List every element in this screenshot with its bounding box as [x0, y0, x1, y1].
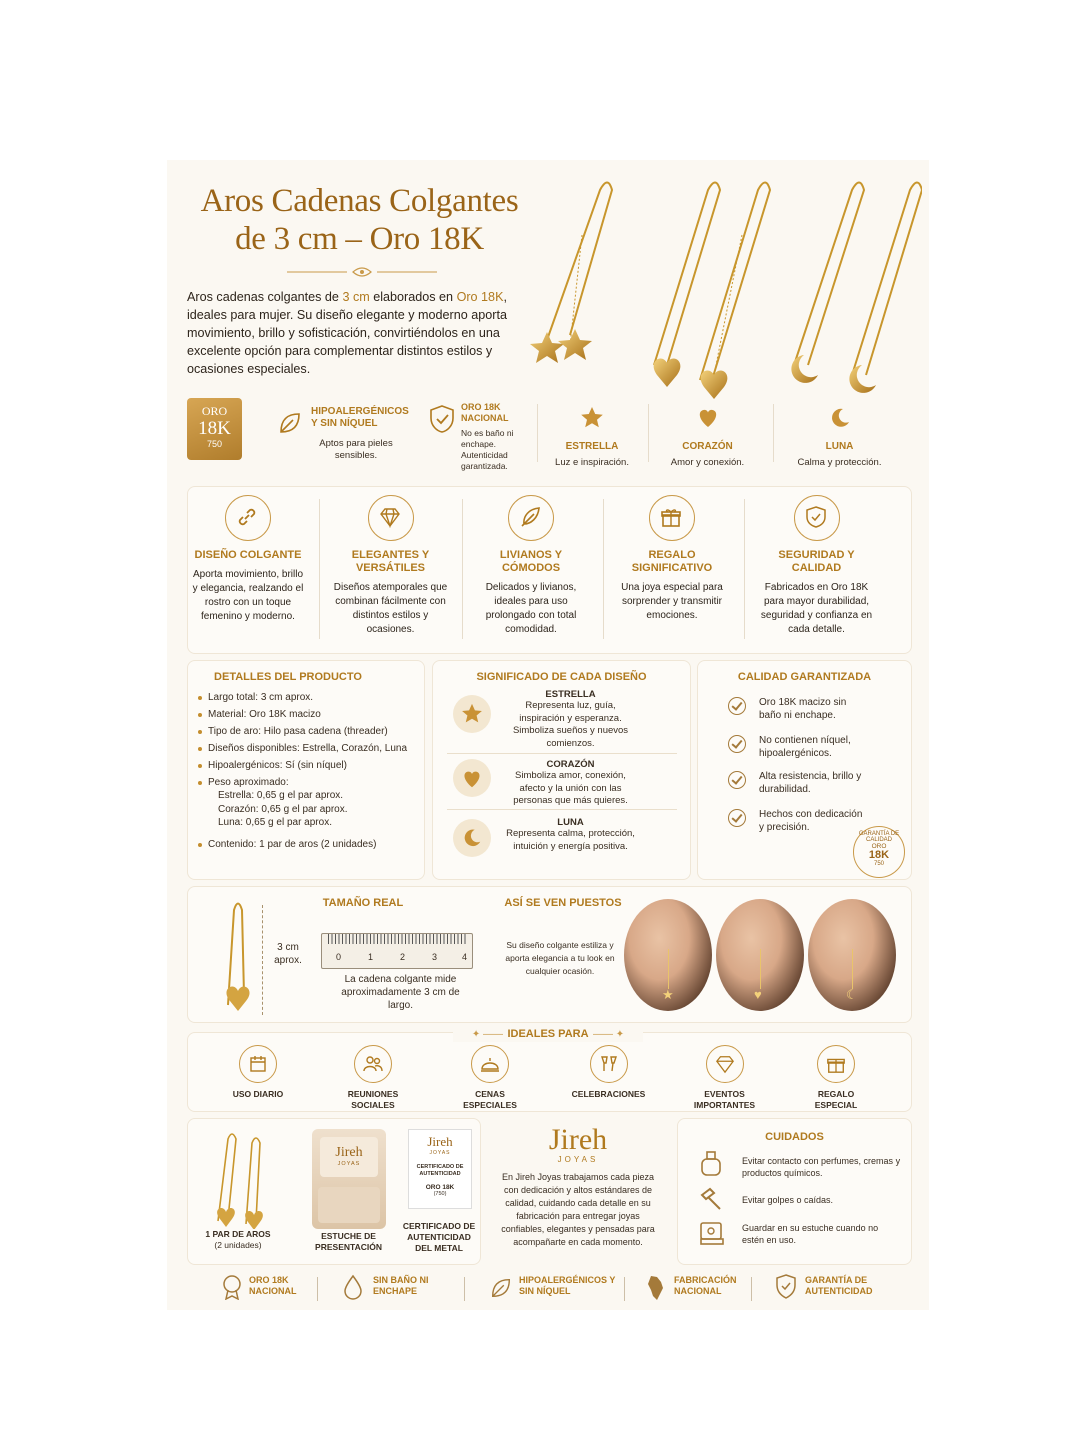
product-details-card — [187, 660, 425, 880]
pair-label: 1 PAR DE AROS (2 unidades) — [205, 1229, 271, 1250]
ideal-cenas: CENAS ESPECIALES — [450, 1045, 530, 1111]
ideal-for-card — [187, 1028, 912, 1112]
quality-heading: CALIDAD GARANTIZADA — [737, 671, 872, 683]
quality-seal: GARANTÍA DE CALIDAD ORO 18K 750 — [853, 826, 905, 878]
brand-logo: Jireh — [548, 1123, 608, 1156]
divider — [464, 1277, 465, 1301]
divider — [751, 1277, 752, 1301]
shield-check-icon — [429, 404, 455, 434]
list-item: Tipo de aro: Hilo pasa cadena (threader) — [196, 723, 421, 740]
benefit-elegantes: ELEGANTES Y VERSÁTILES Diseños atemporales que combinan fácilmente con distintos estilos y ocasiones. — [328, 495, 453, 637]
ideal-celebraciones: CELEBRACIONES — [566, 1045, 651, 1100]
shield-check-icon — [775, 1274, 797, 1300]
meaning-heading: SIGNIFICADO DE CADA DISEÑO — [476, 671, 647, 683]
care-heading: CUIDADOS — [765, 1131, 824, 1143]
footer-oro-18k: ORO 18K NACIONAL — [249, 1275, 297, 1296]
divider — [624, 1277, 625, 1301]
weights-list: Estrella: 0,65 g el par aprox. Corazón: 0,65 g el par aprox. Luna: 0,65 g el par aprox. — [218, 790, 348, 828]
divider — [603, 499, 604, 639]
quality-card: CALIDAD GARANTIZADA Oro 18K macizo sin baño ni enchape. No contienen níquel, hipoalergénicos. Alta resistencia, brillo y durabilidad. Hechos con dedicación y precisión. GARANTÍA DE CALIDAD ORO 18K 750 — [697, 660, 912, 880]
brand-text: En Jireh Joyas trabajamos cada pieza con dedicación y altos estándares de calidad, cuidando cada detalle en su fabricación para entregar joyas confiables, elegantes y pensadas para acompañarte en cada momento. — [501, 1172, 655, 1247]
details-list — [196, 689, 421, 791]
moon-icon — [828, 406, 852, 430]
divider — [447, 753, 677, 754]
single-earring-image — [216, 895, 256, 1020]
ornament-divider — [287, 264, 437, 280]
benefit-seguridad: SEGURIDAD Y CALIDAD Fabricados en Oro 18K para mayor durabilidad, seguridad y confianza en cada detalle. — [754, 495, 879, 637]
size-caption: La cadena colgante mide aproximadamente 3 cm de largo. — [341, 974, 460, 1011]
hero-earrings-image — [512, 175, 922, 400]
size-label: 3 cm aprox. — [274, 942, 302, 966]
hammer-icon — [698, 1187, 724, 1213]
footer-sin-bano: SIN BAÑO NI ENCHAPE — [373, 1275, 429, 1296]
benefit-regalo: REGALO SIGNIFICATIVO Una joya especial para sorprender y transmitir emociones. — [613, 495, 731, 623]
leaf-icon — [277, 410, 303, 436]
ideal-reuniones: REUNIONES SOCIALES — [333, 1045, 413, 1111]
ear-photo-star: ★ — [624, 899, 712, 1011]
divider — [648, 404, 649, 462]
brand-block: Jireh JOYAS En Jireh Joyas trabajamos cada pieza con dedicación y altos estándares de calidad, cuidando cada detalle en su fabricación para entregar joyas confiables, elegantes y pensadas para acompañarte en cada momento. — [487, 1118, 669, 1265]
list-item: Material: Oro 18K macizo — [196, 706, 421, 723]
divider — [773, 404, 774, 462]
gift-icon — [649, 495, 695, 541]
people-icon — [354, 1045, 392, 1083]
star-icon — [453, 695, 491, 733]
check-icon — [728, 771, 746, 789]
divider — [537, 404, 538, 462]
heart-icon — [696, 406, 720, 430]
ideal-heading: ✦ —— IDEALES PARA —— ✦ — [453, 1024, 643, 1042]
list-item: Contenido: 1 par de aros (2 unidades) — [196, 836, 421, 853]
size-heading: TAMAÑO REAL — [322, 897, 404, 909]
ideal-eventos: EVENTOS IMPORTANTES — [682, 1045, 767, 1111]
product-poster: Aros Cadenas Colgantes de 3 cm – Oro 18K Aros cadenas colgantes de 3 cm elaborados en Oro 18K, ideales para mujer. Su diseño elegante y moderno aporta movimiento, brillo y sofisticación, convirtiéndolos en una excelente opción para complementar distintos estilos y ocasiones especiales. ORO 18K 750 HIPOALERGÉNICOS Y SIN NÍQUEL Aptos para pieles sensibles. ORO 18K NACIONAL No es baño ni enchape. Autenticidad garantizada. ESTRELLA Luz e inspiración. CORAZÓN Amor y conexión. LUNA Calma y protección. DISEÑO COLGANTE Aporta movimiento, brillo y elegancia, realzando el rostro con un toque femenino y moderno. ELEGANTES Y VERSÁTILES Diseños atemporales que combinan fácilmente con distintos estilos y ocasiones. LIVIANOS Y CÓMODOS Delicados y livianos, ideales para uso prolongado con total comodidad. REGALO SIGNIFICATIVO Una joya especial para sorprender y transmitir emociones. SEGURIDAD Y CALIDAD Fabricados en Oro 18K para mayor durabilidad, seguridad y confianza en cada detalle. DETALLES DEL PRODUCTO Largo total: 3 cm aprox. Material: Oro 18K macizo Tipo de aro: Hilo pasa cadena (threader) Diseños disponibles: Estrella, Corazón, Luna Hipoalergénicos: Sí (sin níquel) Peso aproximado: Estrella: 0,65 g el par aprox. Corazón: 0,65 g el par aprox. Luna: 0,65 g el par aprox. Contenido: 1 par de aros (2 unidades) SIGNIFICADO DE CADA DISEÑO ESTRELLA Representa luz, guía, inspiración y esperanza. Simboliza sueños y nuevos comienzos. CORAZÓN Simboliza amor, conexión, afecto y la unión con las personas que más quieres. LUNA Representa calma, protección, intuición y energía positiva. CALIDAD GARANTIZADA Oro 18K macizo sin baño ni enchape. No contienen níquel, hipoalergénicos. Alta resistencia, brillo y durabilidad. Hechos con dedicación y precisión. GARANTÍA DE CALIDAD ORO 18K 750 3 cm aprox. TAMAÑO REAL 0 1 2 3 4 La cadena colgante mide aproximadamente 3 cm de largo. ASÍ SE VEN PUESTOS Su diseño colgante estiliza y aporta elegancia a tu look en cualquier ocasión. ★ ♥ ☾ ✦ —— IDEALES PARA —— ✦ USO DIARIO REUNIONES SOCIALES CENAS ESPECIALES CELEBRACIONES EVENTOS IMPORTANTES REGALO ESPECIAL 1 PAR DE AROS (2 unidades) Jireh JOYAS ESTUCHE DE PRESENTACIÓN Jireh JOYAS CERTIFICADO DE AUTENTICIDAD ORO 18K (750) CERTIFICADO DE AUTENTICIDAD DEL METAL Jireh JOYAS En Jireh Joyas trabajamos cada pieza con dedicación y altos estándares de calidad, cuidando cada detalle en su fabricación para entregar joyas confiables, elegantes y pensadas para acompañarte en cada momento. CUIDADOS Evitar contacto con perfumes, cremas y productos químicos. Evitar golpes o caídas. Guardar en su estuche cuando no estén en uso. ORO 18K NACIONAL SIN BAÑO NI ENCHAPE HIPOALERGÉNICOS Y SIN NÍQUEL FABRICACIÓN NACIONAL GARANTÍA DE AUTENTICIDAD — [167, 160, 929, 1310]
list-item: Largo total: 3 cm aprox. — [196, 689, 421, 706]
footer-hipoalergenicos: HIPOALERGÉNICOS Y SIN NÍQUEL — [519, 1275, 616, 1296]
check-icon — [728, 735, 746, 753]
intro-text: Aros cadenas colgantes de 3 cm elaborados en Oro 18K, ideales para mujer. Su diseño elegante y moderno aporta movimiento, brillo y sofisticación, convirtiéndolos en una excelente opción para complementar distintos estilos y ocasiones especiales. — [187, 290, 507, 376]
certificate-label: CERTIFICADO DE AUTENTICIDAD DEL METAL — [402, 1221, 476, 1253]
check-icon — [728, 809, 746, 827]
meaning-card: SIGNIFICADO DE CADA DISEÑO ESTRELLA Representa luz, guía, inspiración y esperanza. Simboliza sueños y nuevos comienzos. CORAZÓN Simboliza amor, conexión, afecto y la unión con las personas que más quieres. LUNA Representa calma, protección, intuición y energía positiva. — [432, 660, 691, 880]
oro-18k-badge: ORO 18K 750 — [187, 398, 242, 460]
feature-corazon: CORAZÓN Amor y conexión. — [655, 406, 760, 469]
earring-pair-image — [206, 1129, 266, 1229]
care-card: CUIDADOS Evitar contacto con perfumes, cremas y productos químicos. Evitar golpes o caídas. Guardar en su estuche cuando no estén en uso. — [677, 1118, 912, 1265]
ear-photo-heart: ♥ — [716, 899, 804, 1011]
divider — [447, 809, 677, 810]
certificate-image: Jireh JOYAS CERTIFICADO DE AUTENTICIDAD ORO 18K (750) — [408, 1129, 472, 1209]
leaf-icon — [489, 1276, 513, 1300]
feature-estrella: ESTRELLA Luz e inspiración. — [542, 406, 642, 469]
measure-line — [262, 905, 264, 1015]
list-item: Diseños disponibles: Estrella, Corazón, Luna — [196, 740, 421, 757]
size-and-worn-card — [187, 886, 912, 1023]
cloche-icon — [471, 1045, 509, 1083]
feature-luna: LUNA Calma y protección. — [782, 406, 897, 469]
link-icon — [225, 495, 271, 541]
worn-text: Su diseño colgante estiliza y aporta elegancia a tu look en cualquier ocasión. — [505, 940, 615, 976]
check-icon — [728, 697, 746, 715]
divider — [744, 499, 745, 639]
ear-photo-moon: ☾ — [808, 899, 896, 1011]
shield-check-icon — [794, 495, 840, 541]
page-title: Aros Cadenas Colgantes de 3 cm – Oro 18K — [200, 183, 519, 257]
heart-icon — [453, 759, 491, 797]
footer-garantia: GARANTÍA DE AUTENTICIDAD — [805, 1275, 873, 1296]
diamond-icon — [706, 1045, 744, 1083]
divider — [317, 1277, 318, 1301]
list-item: Hipoalergénicos: Sí (sin níquel) — [196, 757, 421, 774]
map-icon — [645, 1274, 667, 1302]
jewelry-box-icon — [698, 1219, 726, 1247]
ruler-image: 0 1 2 3 4 — [321, 933, 473, 969]
details-heading: DETALLES DEL PRODUCTO — [214, 671, 362, 683]
medal-icon — [221, 1274, 243, 1300]
ideal-uso-diario: USO DIARIO — [218, 1045, 298, 1100]
benefits-card — [187, 486, 912, 654]
includes-card — [187, 1118, 481, 1265]
jewelry-box-image: Jireh JOYAS — [312, 1129, 386, 1229]
perfume-icon — [698, 1149, 724, 1177]
star-icon — [580, 406, 604, 430]
box-label: ESTUCHE DE PRESENTACIÓN — [315, 1231, 382, 1252]
moon-icon — [453, 819, 491, 857]
benefit-livianos: LIVIANOS Y CÓMODOS Delicados y livianos, ideales para uso prolongado con total comodidad. — [472, 495, 590, 637]
calendar-icon — [239, 1045, 277, 1083]
divider — [319, 499, 320, 639]
footer-fabricacion: FABRICACIÓN NACIONAL — [674, 1275, 737, 1296]
gift-icon — [817, 1045, 855, 1083]
ideal-regalo: REGALO ESPECIAL — [796, 1045, 876, 1111]
champagne-icon — [590, 1045, 628, 1083]
feather-icon — [508, 495, 554, 541]
list-item: Peso aproximado: — [196, 774, 421, 791]
benefit-diseno-colgante: DISEÑO COLGANTE Aporta movimiento, brillo y elegancia, realzando el rostro con un toque femenino y moderno. — [192, 495, 304, 624]
drop-icon — [343, 1274, 363, 1300]
diamond-icon — [368, 495, 414, 541]
worn-heading: ASÍ SE VEN PUESTOS — [504, 897, 622, 909]
divider — [462, 499, 463, 639]
